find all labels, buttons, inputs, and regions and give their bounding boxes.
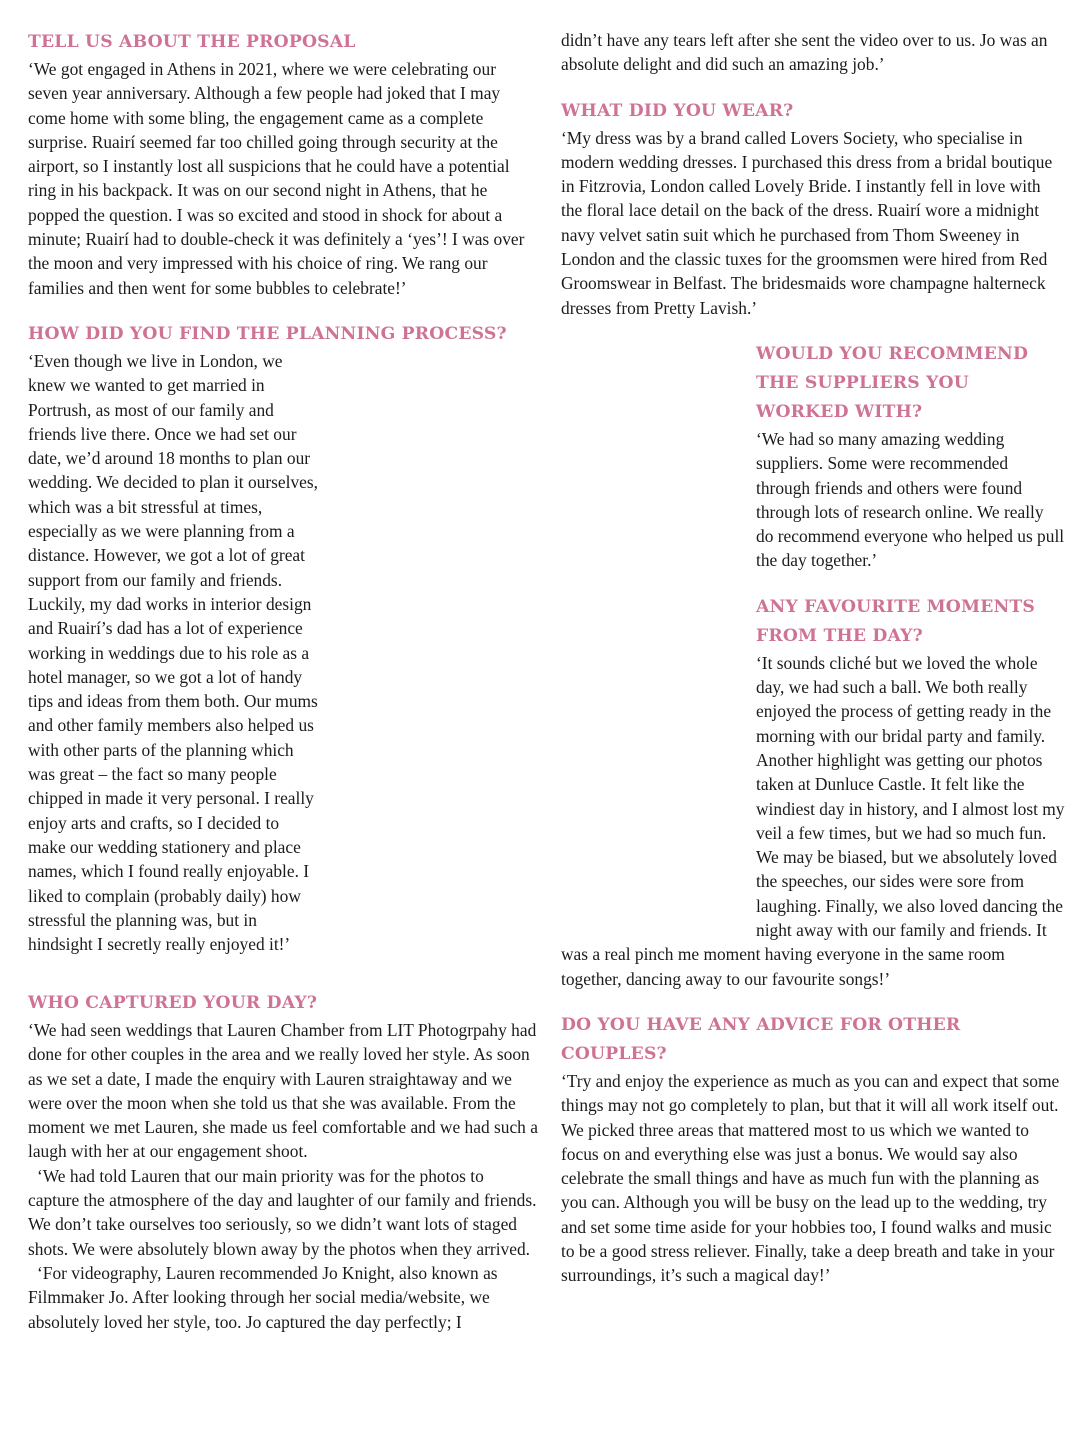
planning-heading: HOW DID YOU FIND THE PLANNING PROCESS?: [28, 323, 507, 344]
captured-continuation: didn’t have any tears left after she sent the video over to us. Jo was an absolute delight and did such an amazing job.’: [561, 30, 1048, 75]
suppliers-body: ‘We had so many amazing wedding suppliers. Some were recommended through friends and others were found through lots of research online. We really do recommend everyone who helped us pull the day together.’: [756, 428, 1065, 571]
image-placeholder-area: [318, 349, 538, 969]
moments-continuation: was a real pinch me moment having everyone in the same room together, dancing away to our favourite songs!’: [561, 944, 1005, 989]
right-column: [561, 28, 1065, 1288]
wear-heading: WHAT DID YOU WEAR?: [561, 100, 794, 121]
captured-heading: WHO CAPTURED YOUR DAY?: [28, 992, 318, 1013]
left-column: [28, 28, 538, 1334]
proposal-heading: TELL US ABOUT THE PROPOSAL: [28, 32, 356, 52]
captured-paragraph-3: ‘For videography, Lauren recommended Jo Knight, also known as Filmmaker Jo. After looking through her social media/website, we absolutely loved her style, too. Jo captured the day perfectly; I: [28, 1262, 498, 1332]
advice-body: ‘Try and enjoy the experience as much as you can and expect that some things may not go completely to plan, but that it will all work itself out. We picked three areas that mattered most to us which we wanted to focus on and everything else was just a bonus. We would say also celebrate the small things and have as much fun with the planning as you can. Although you will be busy on the lead up to the wedding, try and set some time aside for your hobbies too, I found walks and music to be a good stress reliever. Finally, take a deep breath and take in your surroundings, it’s such a magical day!’: [561, 1070, 1060, 1286]
wear-body: ‘My dress was by a brand called Lovers Society, who specialise in modern wedding dresses. I purchased this dress from a bridal boutique in Fitzrovia, London called Lovely Bride. I instantly fell in love with the floral lace detail on the back of the dress. Ruairí wore a midnight navy velvet satin suit which he purchased from Thom Sweeney in London and the classic tuxes for the groomsmen were hired from Red Groomswear in Belfast. The bridesmaids wore champagne halterneck dresses from Pretty Lavish.’: [561, 127, 1053, 318]
suppliers-heading: WOULD YOU RECOMMEND THE SUPPLIERS YOU WORKED WITH?: [756, 343, 1029, 422]
captured-paragraph-2: ‘We had told Lauren that our main priority was for the photos to capture the atmosphere of the day and laughter of our family and friends. We don’t take ourselves too seriously, so we didn’t want lots of staged shots. We were absolutely blown away by the photos when they arrived.: [28, 1165, 537, 1259]
captured-paragraph-1: ‘We had seen weddings that Lauren Chamber from LIT Photogrpahy had done for other couples in the area and we really loved her style. As soon as we set a date, I made the enquiry with Lauren straightaway and we were over the moon when she told us that she was available. From the moment we met Lauren, she made us feel comfortable and we had such a laugh with her at our engagement shoot.: [28, 1019, 538, 1162]
narrow-block: [756, 340, 1065, 942]
proposal-body: ‘We got engaged in Athens in 2021, where we were celebrating our seven year anniversary. Although a few people had joked that I may come home with some bling, the engagement came as a complete surprise. Ruairí seemed far too chilled going through security at the airport, so I instantly lost all suspicions that he could have a potential ring in his backpack. It was on our second night in Athens, that he popped the question. I was so excited and stood in shock for about a minute; Ruairí had to double-check it was definitely a ‘yes’! I was over the moon and very impressed with his choice of ring. We rang our families and then went for some bubbles to celebrate!’: [28, 59, 525, 298]
moments-body: ‘It sounds cliché but we loved the whole day, we had such a ball. We both really enjoyed the process of getting ready in the morning with our bridal party and family. Another highlight was getting our photos taken at Dunluce Castle. It felt like the windiest day in history, and I almost lost my veil a few times, but we had so much fun. We may be biased, but we absolutely loved the speeches, our sides were sore from laughing. Finally, we also loved dancing the night away with our family and friends. It: [756, 652, 1065, 941]
planning-body: ‘Even though we live in London, we knew we wanted to get married in Portrush, as most of our family and friends live there. Once we had set our date, we’d around 18 months to plan our wedding. We decided to plan it ourselves, which was a bit stressful at times, especially as we were planning from a distance. However, we got a lot of great support from our family and friends. Luckily, my dad works in interior design and Ruairí’s dad has a lot of experience working in weddings due to his role as a hotel manager, so we got a lot of handy tips and ideas from them both. Our mums and other family members also helped us with other parts of the planning which was great – the fact so many people chipped in made it very personal. I really enjoy arts and crafts, so I decided to make our wedding stationery and place names, which I found really enjoyable. I liked to complain (probably daily) how stressful the planning was, but in hindsight I secretly really enjoyed it!’: [28, 350, 318, 955]
advice-heading: DO YOU HAVE ANY ADVICE FOR OTHER COUPLES?: [561, 1014, 961, 1064]
moments-heading: ANY FAVOURITE MOMENTS FROM THE DAY?: [756, 596, 1036, 646]
planning-block: [28, 349, 538, 969]
